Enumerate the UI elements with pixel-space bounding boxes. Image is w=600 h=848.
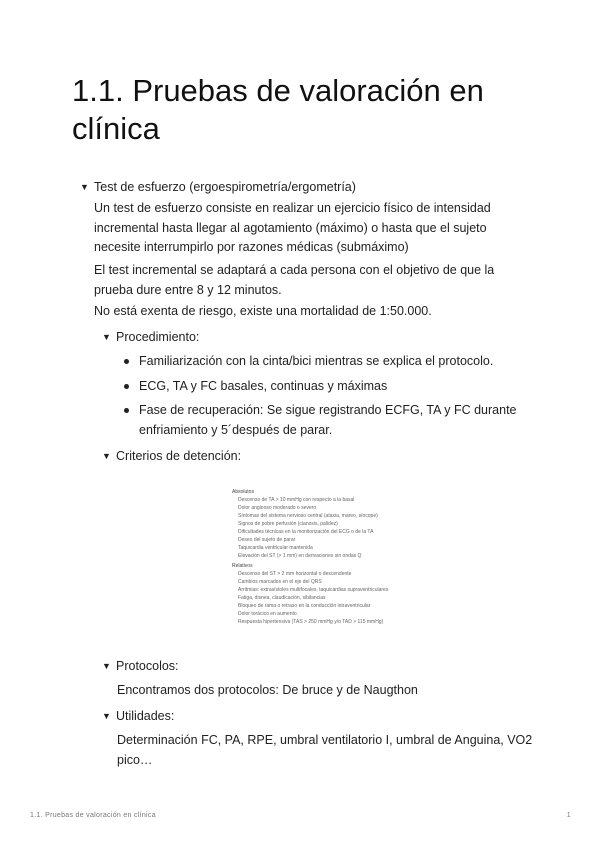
image-text-line: Fatiga, disnea, claudicación, sibilancias — [238, 595, 326, 601]
toggle-utilidades[interactable] — [102, 707, 174, 725]
footer-title: 1.1. Pruebas de valoración en clínica — [30, 812, 156, 819]
list-item: ECG, TA y FC basales, continuas y máximas — [124, 377, 524, 397]
image-text-line: Respuesta hipertensiva (TAS > 250 mmHg y/o TAD > 115 mmHg) — [238, 619, 384, 625]
toggle-label: Utilidades: — [116, 709, 175, 723]
bullet-icon — [124, 359, 129, 364]
paragraph-riesgo: No está exenta de riesgo, existe una mortalidad de 1:50.000. — [94, 304, 432, 318]
toggle-label: Criterios de detención: — [116, 449, 242, 463]
toggle-label: Procedimiento: — [116, 330, 200, 344]
bullet-icon — [124, 408, 129, 413]
image-text-line: Deseo del sujeto de parar — [238, 537, 296, 543]
toggle-label: Protocolos: — [116, 659, 179, 673]
image-text-line: Bloqueo de rama o retraso en la conducción intraventricular — [238, 603, 371, 609]
image-text-line: Descenso de TA > 10 mmHg con respecto a la basal — [238, 497, 355, 503]
protocolos-text: Encontramos dos protocolos: De bruce y de Naugthon — [117, 683, 418, 697]
image-text-line: Signos de pobre perfusión (cianosis, palidez) — [238, 521, 338, 527]
image-text-line: Arritmias: extrasístoles multifocales, taquicardias supraventriculares — [238, 587, 389, 593]
list-item: Fase de recuperación: Se sigue registrando ECFG, TA y FC durante enfriamiento y 5´después de parar. — [124, 401, 524, 440]
image-text-line: Elevación del ST (> 1 mm) en derivaciones sin ondas Q — [238, 553, 362, 559]
triangle-down-icon: ▼ — [80, 182, 89, 192]
toggle-label: Test de esfuerzo (ergoespirometría/ergometría) — [94, 180, 356, 194]
page-number: 1 — [566, 812, 571, 819]
triangle-down-icon: ▼ — [102, 711, 111, 721]
triangle-down-icon: ▼ — [102, 332, 111, 342]
procedimiento-list — [124, 352, 524, 440]
image-text-line: Dolor torácico en aumento — [238, 611, 297, 617]
toggle-test-de-esfuerzo[interactable] — [80, 178, 356, 196]
list-item: Familiarización con la cinta/bici mientras se explica el protocolo. — [124, 352, 524, 372]
image-text-line: Síntomas del sistema nervioso central (ataxia, mareo, síncope) — [238, 513, 378, 519]
criterios-image — [232, 489, 432, 627]
triangle-down-icon: ▼ — [102, 451, 111, 461]
paragraph-definition: Un test de esfuerzo consiste en realizar un ejercicio físico de intensidad incremental hasta llegar al agotamiento (máximo) o hasta que el sujeto necesite interrumpirlo por razones médicas (submáximo) — [94, 201, 491, 254]
image-text-line: Relativos — [232, 563, 253, 569]
toggle-criterios[interactable] — [102, 447, 241, 465]
bullet-icon — [124, 384, 129, 389]
toggle-procedimiento[interactable] — [102, 328, 199, 346]
utilidades-text: Determinación FC, PA, RPE, umbral ventilatorio I, umbral de Anguina, VO2 pico… — [117, 733, 533, 767]
toggle-protocolos[interactable] — [102, 657, 179, 675]
image-text-line: Cambios marcados en el eje del QRS — [238, 579, 322, 585]
image-text-line: Descenso del ST > 2 mm horizontal o descendente — [238, 571, 352, 577]
page-title: 1.1. Pruebas de valoración en clínica — [72, 73, 484, 146]
image-text-line: Absolutos — [232, 489, 254, 495]
image-text-line: Dolor anginoso moderado o severo — [238, 505, 317, 511]
triangle-down-icon: ▼ — [102, 661, 111, 671]
image-text-line: Dificultades técnicas en la monitorización del ECG o de la TA — [238, 529, 374, 535]
paragraph-incremental: El test incremental se adaptará a cada persona con el objetivo de que la prueba dure entre 8 y 12 minutos. — [94, 263, 495, 297]
image-text-line: Taquicardia ventricular mantenida — [238, 545, 313, 551]
